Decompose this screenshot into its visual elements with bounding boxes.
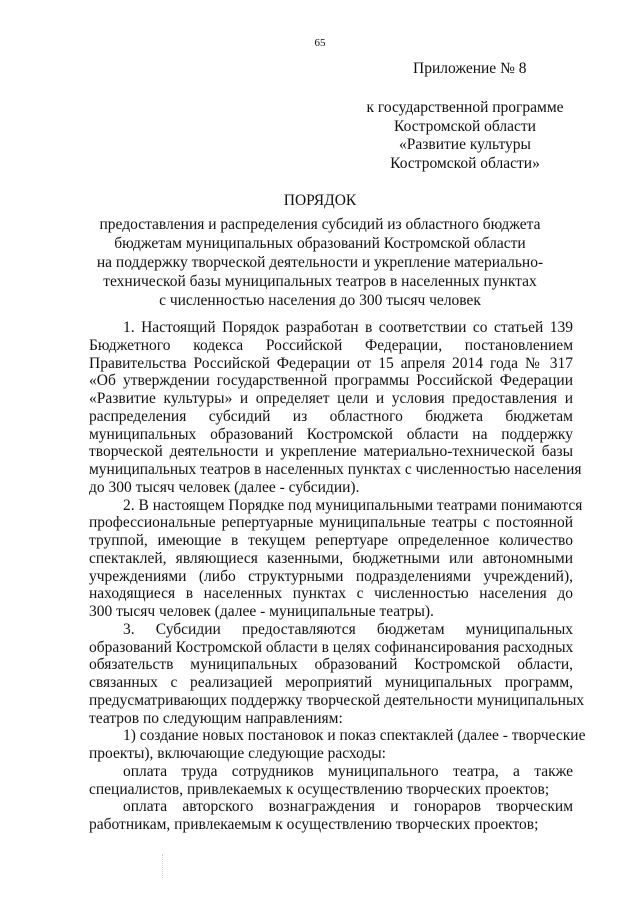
- text-line: «Об утверждении государственной программы Российской Федерации: [89, 372, 573, 390]
- text-line: муниципальных образований Костромской области на поддержку: [89, 425, 573, 443]
- document-subtitle-line: предоставления и распределения субсидий из областного бюджета: [99, 216, 541, 233]
- appendix-ref-line: «Развитие культуры: [399, 136, 531, 153]
- text-line: «Развитие культуры» и определяет цели и условия предоставления и: [89, 390, 573, 407]
- text-line: профессиональные репертуарные муниципальные театры с постоянной: [89, 514, 573, 532]
- text-line: предусматривающих поддержку творческой деятельности муниципальных: [89, 691, 585, 709]
- appendix-ref-line: Костромской области: [394, 117, 536, 135]
- text-line: до 300 тысяч человек (далее - субсидии).: [89, 478, 360, 496]
- text-line: 3. Субсидии предоставляются бюджетам муниципальных: [123, 620, 573, 638]
- paragraph-3: [89, 620, 585, 728]
- appendix-ref-line: Костромской области»: [390, 154, 540, 172]
- text-line: труппой, имеющие в текущем репертуаре определенное количество: [89, 532, 573, 549]
- appendix-title: Приложение № 8: [413, 60, 527, 77]
- expense-item-2: [89, 798, 573, 834]
- text-line: оплата труда сотрудников муниципального театра, а также: [123, 762, 573, 780]
- text-line: спектаклей, являющиеся казенными, бюджетными или автономными: [89, 549, 573, 567]
- page-number: 65: [314, 37, 326, 49]
- document-body: [89, 319, 586, 834]
- document-subtitle-line: технической базы муниципальных театров в населенных пунктах: [103, 273, 537, 290]
- appendix-ref-line: к государственной программе: [366, 99, 564, 116]
- text-line: находящиеся в населенных пунктах с численностью населения до: [89, 585, 573, 603]
- document-subtitle-line: с численностью населения до 300 тысяч человек: [159, 292, 481, 309]
- text-line: театров по следующим направлениям:: [89, 709, 343, 727]
- text-line: оплата авторского вознаграждения и гонораров творческим: [123, 798, 573, 816]
- paragraph-2: [89, 496, 583, 621]
- text-line: муниципальных театров в населенных пунктах с численностью населения: [89, 461, 582, 478]
- document-subtitle-line: на поддержку творческой деятельности и укрепление материально-: [96, 254, 544, 271]
- text-line: распределения субсидий из областного бюджета бюджетам: [89, 407, 573, 425]
- paragraph-1: [89, 319, 582, 497]
- text-line: 2. В настоящем Порядке под муниципальными театрами понимаются: [123, 496, 583, 514]
- document-subtitle-line: бюджетам муниципальных образований Костромской области: [114, 235, 526, 252]
- text-line: 1) создание новых постановок и показ спектаклей (далее - творческие: [123, 727, 586, 745]
- text-line: специалистов, привлекаемых к осуществлению творческих проектов;: [89, 780, 550, 798]
- list-item-1: [89, 727, 586, 763]
- text-line: образований Костромской области в целях софинансирования расходных: [89, 638, 574, 656]
- scan-artifact: [162, 854, 164, 878]
- text-line: связанных с реализацией мероприятий муниципальных программ,: [89, 674, 573, 691]
- document-title: ПОРЯДОК: [283, 192, 357, 209]
- appendix-reference: [350, 99, 580, 173]
- text-line: обязательств муниципальных образований Костромской области,: [89, 656, 573, 674]
- text-line: работникам, привлекаемым к осуществлению творческих проектов;: [89, 816, 539, 833]
- text-line: учреждениями (либо структурными подразделениями учреждений),: [89, 567, 573, 585]
- text-line: творческой деятельности и укрепление материально-технической базы: [89, 443, 573, 461]
- expense-item-1: [89, 763, 573, 799]
- text-line: 300 тысяч человек (далее - муниципальные театры).: [89, 603, 434, 620]
- text-line: Бюджетного кодекса Российской Федерации, постановлением: [89, 336, 573, 354]
- text-line: проекты), включающие следующие расходы:: [89, 745, 386, 762]
- document-heading: [0, 191, 640, 310]
- text-line: 1. Настоящий Порядок разработан в соответствии со статьей 139: [123, 319, 573, 336]
- text-line: Правительства Российской Федерации от 15 апреля 2014 года № 317: [89, 354, 573, 372]
